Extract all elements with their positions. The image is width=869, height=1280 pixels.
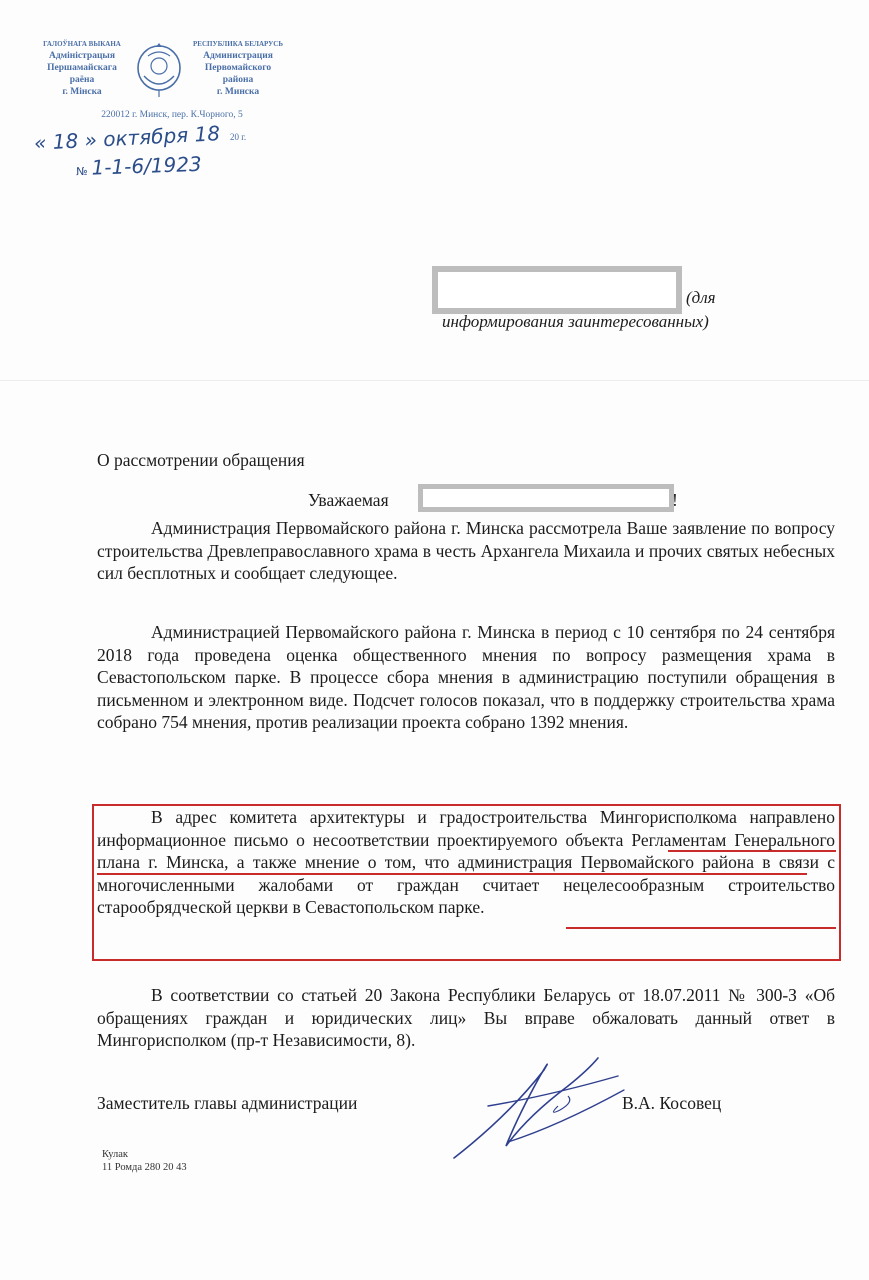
stamp-line: г. Мінска (62, 87, 102, 97)
handwritten-signature (448, 1046, 628, 1166)
footer-line: 11 Ромда 280 20 43 (102, 1162, 187, 1173)
signatory-name: В.А. Косовец (622, 1093, 722, 1113)
stamp-year: 20 г. (230, 132, 247, 142)
stamp-line: Первомайского (204, 63, 272, 73)
paragraph-2: Администрацией Первомайского района г. Минска в период с 10 сентября по 24 сентября 2018 года проведена оценка общественного мнения по вопросу размещения храма в Севастопольском парке. В процессе сбора мнения в администрацию поступили обращения в письменном и электронном виде. Подсчет голосов показал, что в поддержку строительства храма собрано 754 мнения, против реализации проекта собрано 1392 мнения. (97, 622, 835, 732)
footer-contact (102, 1148, 187, 1174)
signatory-title: Заместитель главы администрации (97, 1093, 358, 1113)
stamp-address: 220012 г. Минск, пер. К.Чорного, 5 (101, 110, 243, 120)
stamp-line: ГАЛОЎНАГА ВЫКАНА (43, 40, 121, 48)
redacted-addressee (432, 266, 682, 314)
stamp-right-column (190, 38, 286, 98)
stamp-number (76, 152, 202, 180)
addressee-note: (для (686, 288, 716, 307)
paragraph-3: В адрес комитета архитектуры и градостроительства Мингорисполкома направлено информационное письмо о несоответствии проектируемого объекта Регламентам Генерального плана г. Минска, а также мнение о том, что администрация Первомайского района в связи с многочисленными жалобами от граждан считает нецелесообразным строительство старообрядческой церкви в Севастопольском парке. (97, 807, 835, 917)
highlight-underline (97, 873, 807, 875)
stamp-number-label: № (75, 164, 88, 179)
stamp-line: Адміністрацыя (49, 51, 115, 61)
stamp-left-column (34, 38, 130, 98)
stamp-line: РЕСПУБЛИКА БЕЛАРУСЬ (193, 40, 283, 48)
stamp-line: района (222, 75, 254, 85)
letter-subject: О рассмотрении обращения (97, 450, 305, 470)
stamp-date: « 18 » октября 18 (33, 121, 221, 155)
stamp-number-value: 1-1-6/1923 (91, 151, 203, 180)
paragraph-1: Администрация Первомайского района г. Минска рассмотрела Ваше заявление по вопросу строительства Древлеправославного храма в честь Архангела Михаила и прочих святых небесных сил бесплотных и сообщает следующее. (97, 518, 835, 583)
highlight-underline (668, 850, 836, 852)
redacted-recipient-name (418, 484, 674, 512)
footer-line: Кулак (102, 1149, 129, 1160)
stamp-line: Администрация (203, 51, 273, 61)
highlight-underline (566, 927, 836, 929)
official-stamp (34, 38, 304, 178)
highlight-box (92, 804, 841, 961)
coat-of-arms-icon (134, 42, 184, 98)
salutation: Уважаемая (308, 490, 389, 510)
stamp-line: Першамайскага (47, 63, 117, 73)
stamp-line: г. Минска (216, 87, 260, 97)
stamp-line: раёна (69, 75, 95, 85)
addressee-note-continued: информирования заинтересованных) (442, 312, 709, 331)
salutation-end: ! (672, 490, 678, 510)
paragraph-4: В соответствии со статьей 20 Закона Республики Беларусь от 18.07.2011 № 300-З «Об обращениях граждан и юридических лиц» Вы вправе обжаловать данный ответ в Мингорисполком (пр-т Независимости, 8). (97, 985, 835, 1050)
